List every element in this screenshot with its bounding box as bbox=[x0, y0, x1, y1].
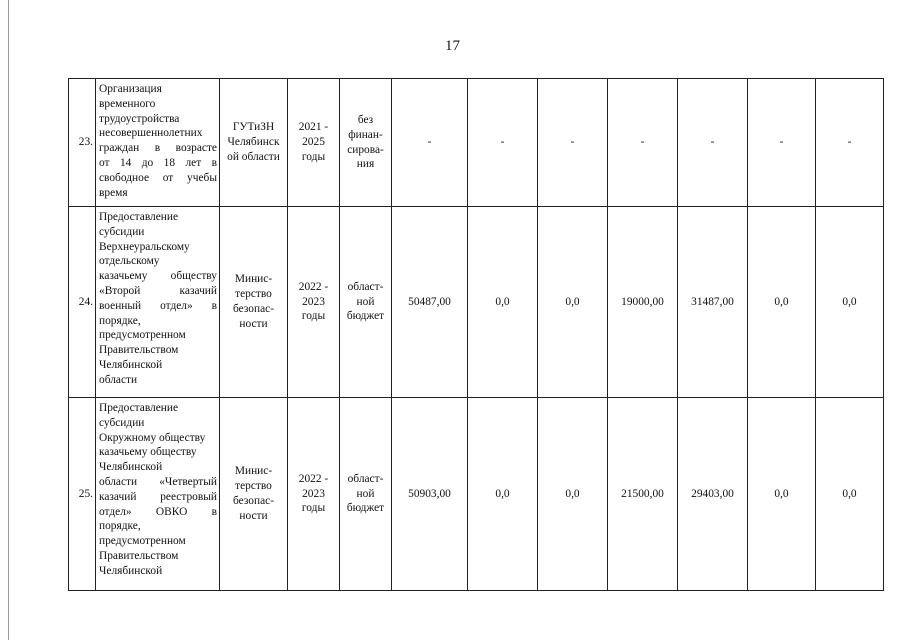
amount-cell: 21500,00 bbox=[608, 398, 678, 591]
period-cell-line: 2021 - bbox=[298, 121, 329, 134]
measure-name-line: военный отдел» в bbox=[99, 299, 217, 312]
measure-name-line: Челябинской bbox=[99, 461, 163, 474]
measure-name-line: порядке, bbox=[99, 314, 141, 327]
page-left-edge bbox=[8, 0, 9, 640]
amount-cell: - bbox=[538, 79, 608, 207]
page-number: 17 bbox=[445, 38, 460, 54]
amount-cell: - bbox=[678, 79, 748, 207]
table-body bbox=[69, 79, 884, 591]
funding-source-cell-line: бюджет bbox=[346, 502, 385, 515]
measure-name-line: порядке, bbox=[99, 520, 141, 533]
amount-cell: 29403,00 bbox=[678, 398, 748, 591]
amount-cell: 0,0 bbox=[538, 207, 608, 398]
measure-name-line: Челябинской bbox=[99, 564, 163, 577]
measure-name-line: Верхнеуральскому bbox=[99, 240, 190, 253]
period-cell bbox=[288, 207, 340, 398]
measure-name-cell bbox=[96, 398, 220, 591]
measure-name-line: казачьему обществу bbox=[99, 270, 217, 283]
amount-cell: - bbox=[608, 79, 678, 207]
period-cell bbox=[288, 79, 340, 207]
funding-source-cell-line: област- bbox=[347, 280, 384, 293]
measure-name-cell bbox=[96, 79, 220, 207]
funding-source-cell bbox=[340, 79, 392, 207]
period-cell bbox=[288, 398, 340, 591]
executor-cell-line: Челябинск bbox=[227, 136, 280, 149]
amount-cell: - bbox=[392, 79, 468, 207]
measure-name-line: Правительством bbox=[99, 344, 179, 357]
executor-cell bbox=[220, 79, 288, 207]
amount-cell: 0,0 bbox=[468, 398, 538, 591]
funding-source-cell-line: ной bbox=[356, 295, 375, 308]
executor-cell bbox=[220, 398, 288, 591]
amount-cell: 0,0 bbox=[538, 398, 608, 591]
measure-name-line: казачьему обществу bbox=[99, 446, 197, 459]
period-cell-line: 2023 bbox=[302, 487, 325, 500]
executor-cell bbox=[220, 207, 288, 398]
amount-cell: 0,0 bbox=[748, 207, 816, 398]
period-cell-line: 2022 - bbox=[298, 472, 329, 485]
funding-source-cell-line: ния bbox=[356, 158, 375, 171]
funding-source-cell-line: област- bbox=[347, 472, 384, 485]
measure-name-line: Предоставление bbox=[99, 211, 179, 223]
period-cell-line: 2022 - bbox=[298, 280, 329, 293]
measure-name-line: время bbox=[99, 186, 128, 199]
amount-cell: 31487,00 bbox=[678, 207, 748, 398]
amount-cell: 0,0 bbox=[468, 207, 538, 398]
measure-name-line: области «Четвертый bbox=[99, 475, 217, 488]
measure-name-line: предусмотренном bbox=[99, 535, 186, 548]
measure-name-line: субсидии bbox=[99, 225, 145, 238]
measure-name-line: казачий реестровый bbox=[99, 490, 217, 503]
amount-cell: 50487,00 bbox=[392, 207, 468, 398]
funding-source-cell-line: бюджет bbox=[346, 310, 385, 323]
measure-name-line: отдел» ОВКО в bbox=[99, 505, 217, 518]
table-row bbox=[69, 207, 884, 398]
executor-cell-line: безопас- bbox=[233, 303, 274, 315]
executor-cell-line: ой области bbox=[227, 150, 280, 163]
row-number-cell: 23. bbox=[69, 79, 96, 207]
period-cell-line: годы bbox=[301, 150, 326, 163]
executor-cell-line: Минис- bbox=[234, 273, 273, 286]
row-number-cell: 24. bbox=[69, 207, 96, 398]
funding-source-cell bbox=[340, 207, 392, 398]
funding-source-cell-line: без bbox=[357, 113, 374, 126]
amount-cell: 0,0 bbox=[816, 207, 884, 398]
executor-cell-line: ности bbox=[239, 317, 268, 330]
executor-cell-line: терство bbox=[235, 288, 272, 301]
amount-cell: 0,0 bbox=[748, 398, 816, 591]
funding-source-cell bbox=[340, 398, 392, 591]
measure-name-line: Окружному обществу bbox=[99, 431, 206, 444]
amount-cell: - bbox=[816, 79, 884, 207]
measure-name-line: несовершеннолетних bbox=[99, 127, 203, 140]
measure-name-line: Предоставление bbox=[99, 402, 179, 414]
executor-cell-line: Минис- bbox=[234, 465, 273, 478]
measure-name-line: временного bbox=[99, 97, 156, 110]
measure-name-line: Челябинской bbox=[99, 358, 163, 371]
period-cell-line: 2023 bbox=[302, 295, 325, 308]
executor-cell-line: ГУТиЗН bbox=[232, 121, 275, 134]
measure-name-line: Правительством bbox=[99, 549, 179, 562]
measure-name-cell bbox=[96, 207, 220, 398]
funding-source-cell-line: финан- bbox=[348, 128, 383, 141]
period-cell-line: 2025 bbox=[302, 136, 325, 149]
executor-cell-line: ности bbox=[239, 509, 268, 522]
measure-name-line: от 14 до 18 лет в bbox=[99, 156, 217, 169]
amount-cell: - bbox=[468, 79, 538, 207]
executor-cell-line: безопас- bbox=[233, 495, 274, 507]
row-number-cell: 25. bbox=[69, 398, 96, 591]
measure-name-line: граждан в возрасте bbox=[99, 142, 217, 155]
period-cell-line: годы bbox=[301, 310, 326, 323]
measure-name-line: свободное от учебы bbox=[99, 171, 217, 184]
amount-cell: 0,0 bbox=[816, 398, 884, 591]
table-row bbox=[69, 79, 884, 207]
funding-source-cell-line: сирова- bbox=[347, 143, 384, 156]
measure-name-line: области bbox=[99, 373, 138, 386]
amount-cell: 50903,00 bbox=[392, 398, 468, 591]
amount-cell: - bbox=[748, 79, 816, 207]
program-table bbox=[68, 78, 884, 591]
amount-cell: 19000,00 bbox=[608, 207, 678, 398]
measure-name-line: субсидии bbox=[99, 416, 145, 429]
executor-cell-line: терство bbox=[235, 480, 272, 493]
measure-name-line: предусмотренном bbox=[99, 329, 186, 342]
measure-name-line: отдельскому bbox=[99, 255, 160, 268]
period-cell-line: годы bbox=[301, 502, 326, 515]
table-row bbox=[69, 398, 884, 591]
funding-source-cell-line: ной bbox=[356, 487, 375, 500]
measure-name-line: трудоустройства bbox=[99, 112, 180, 125]
measure-name-line: «Второй казачий bbox=[99, 284, 217, 297]
measure-name-line: Организация bbox=[99, 83, 162, 95]
